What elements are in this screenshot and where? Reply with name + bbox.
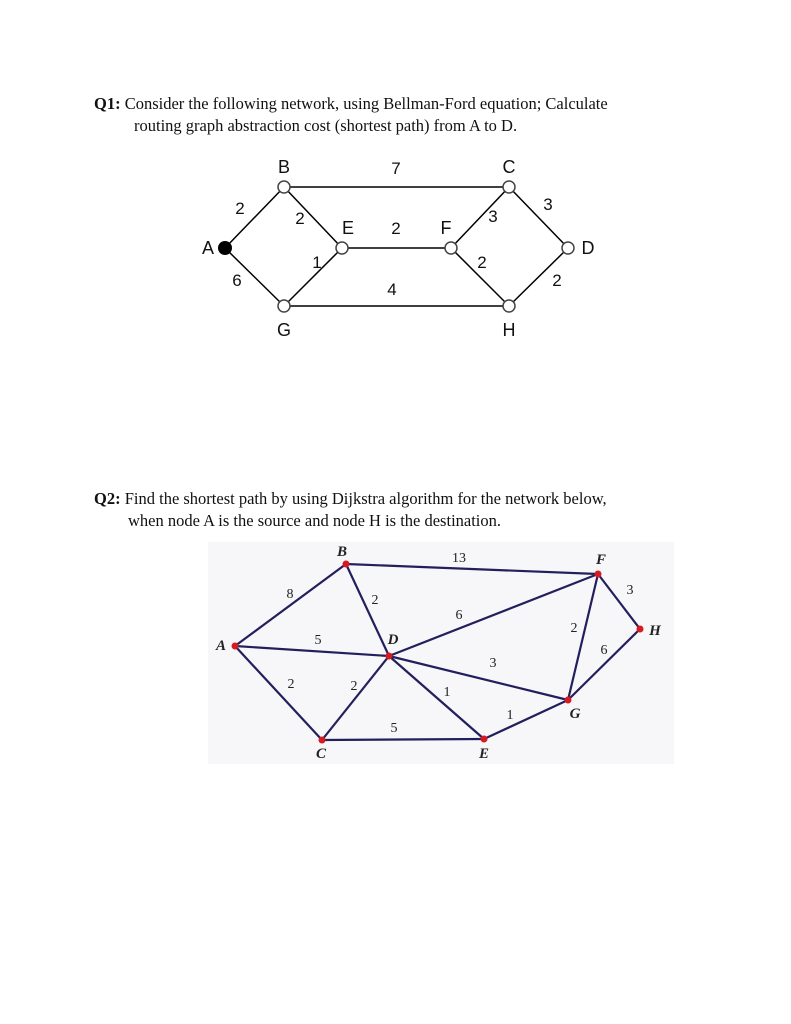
node-h xyxy=(503,300,515,312)
node-a xyxy=(218,241,232,255)
node-d xyxy=(386,653,393,660)
node-h xyxy=(637,626,644,633)
node-e xyxy=(481,736,488,743)
node-c xyxy=(319,737,326,744)
bellman-ford-graph xyxy=(190,150,610,345)
label-node-e: E xyxy=(341,218,355,238)
label-node-f: F xyxy=(595,552,607,568)
weight-a-c: 2 xyxy=(287,677,295,692)
weight-d-f: 6 xyxy=(455,608,463,623)
question-2-line-2: when node A is the source and node H is the destination. xyxy=(128,511,502,530)
weight-d-e: 1 xyxy=(443,685,451,700)
question-1-label: Q1: xyxy=(94,94,121,113)
node-b xyxy=(278,181,290,193)
weight-b-c: 7 xyxy=(391,159,401,178)
label-node-h: H xyxy=(502,320,516,340)
weight-c-d: 3 xyxy=(543,195,553,214)
weight-g-h: 6 xyxy=(600,643,608,658)
edge-b-e xyxy=(284,187,342,248)
question-2-label: Q2: xyxy=(94,489,121,508)
weight-b-f: 13 xyxy=(452,551,466,566)
question-2 xyxy=(94,488,607,532)
weight-f-h: 2 xyxy=(477,253,487,272)
node-e xyxy=(336,242,348,254)
node-d xyxy=(562,242,574,254)
label-node-g: G xyxy=(569,706,581,722)
edge-c-e xyxy=(322,739,484,740)
weight-f-h: 3 xyxy=(626,583,634,598)
label-node-g: G xyxy=(276,320,292,340)
question-1-line-2: routing graph abstraction cost (shortest path) from A to D. xyxy=(134,116,518,135)
label-node-c: C xyxy=(502,157,516,177)
weight-d-c: 2 xyxy=(350,679,358,694)
label-node-d: D xyxy=(387,632,399,648)
label-node-h: H xyxy=(649,623,661,639)
weight-e-f: 2 xyxy=(391,219,401,238)
weight-a-b: 8 xyxy=(286,587,294,602)
dijkstra-graph xyxy=(208,542,674,764)
weight-g-e: 1 xyxy=(312,253,322,272)
question-2-line-1: Q2: Find the shortest path by using Dijkstra algorithm for the network below, xyxy=(94,489,607,508)
label-node-a: A xyxy=(215,638,227,654)
weight-a-g: 6 xyxy=(232,271,242,290)
weight-d-g: 3 xyxy=(489,656,497,671)
label-node-b: B xyxy=(277,157,291,177)
weight-f-c: 3 xyxy=(488,207,498,226)
node-g xyxy=(278,300,290,312)
edge-a-b xyxy=(225,187,284,248)
label-node-c: C xyxy=(315,746,327,762)
node-c xyxy=(503,181,515,193)
weight-a-d: 5 xyxy=(314,633,322,648)
weight-h-d: 2 xyxy=(552,271,562,290)
weight-a-b: 2 xyxy=(235,199,245,218)
node-g xyxy=(565,697,572,704)
node-b xyxy=(343,561,350,568)
weight-b-d: 2 xyxy=(371,593,379,608)
label-node-a: A xyxy=(201,238,215,258)
question-1 xyxy=(94,93,608,137)
node-a xyxy=(232,643,239,650)
weight-f-g: 2 xyxy=(570,621,578,636)
node-f xyxy=(595,571,602,578)
label-node-f: F xyxy=(440,218,452,238)
weight-e-g: 1 xyxy=(506,708,514,723)
label-node-e: E xyxy=(478,746,490,762)
node-f xyxy=(445,242,457,254)
label-node-b: B xyxy=(336,544,348,560)
weight-c-e: 5 xyxy=(390,721,398,736)
weight-b-e: 2 xyxy=(295,209,305,228)
question-1-line-1: Q1: Consider the following network, using Bellman-Ford equation; Calculate xyxy=(94,94,608,113)
edge-f-c xyxy=(451,187,509,248)
label-node-d: D xyxy=(581,238,595,258)
edge-c-d xyxy=(509,187,568,248)
weight-g-h: 4 xyxy=(387,280,397,299)
